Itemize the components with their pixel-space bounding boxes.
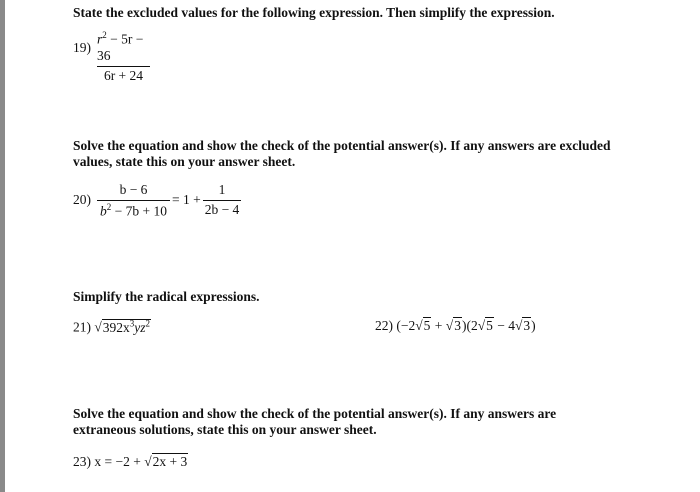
instruction-1: State the excluded values for the following expression. Then simplify the expression. xyxy=(73,5,555,20)
problem-22: 22) (−2√5 + √3)(2√5 − 4√3) xyxy=(375,318,536,333)
numerator: $r^2 - 5r - 36$ xyxy=(97,30,144,63)
left-border-strip xyxy=(0,0,5,492)
problem-23: 23) x = −2 + √2x + 3 xyxy=(73,454,188,469)
problem-19-fraction xyxy=(97,30,150,84)
instruction-2-line-1: Solve the equation and show the check of the potential answer(s). If any answers are excluded xyxy=(73,138,611,153)
instruction-3: Simplify the radical expressions. xyxy=(73,289,260,304)
denominator: 6r + 24 xyxy=(103,67,144,83)
problem-20-lhs-fraction xyxy=(97,182,170,220)
numerator: b − 6 xyxy=(119,182,148,197)
instruction-4-line-1: Solve the equation and show the check of the potential answer(s). If any answers are xyxy=(73,406,557,421)
problem-20-number: 20) xyxy=(73,192,91,207)
problem-20-rhs-fraction xyxy=(203,182,241,218)
numerator: 1 xyxy=(218,182,226,197)
problem-19-number: 19) xyxy=(73,40,91,55)
instruction-2-line-2: values, state this on your answer sheet. xyxy=(73,154,296,169)
problem-21: 21) $√392x^3yz^2$ xyxy=(73,318,151,335)
denominator: $b^2 - 7b + 10$ xyxy=(100,202,167,219)
instruction-4-line-2: extraneous solutions, state this on your answer sheet. xyxy=(73,422,377,437)
problem-20-equals-one-plus: = 1 + xyxy=(172,192,201,207)
denominator: 2b − 4 xyxy=(204,202,240,217)
